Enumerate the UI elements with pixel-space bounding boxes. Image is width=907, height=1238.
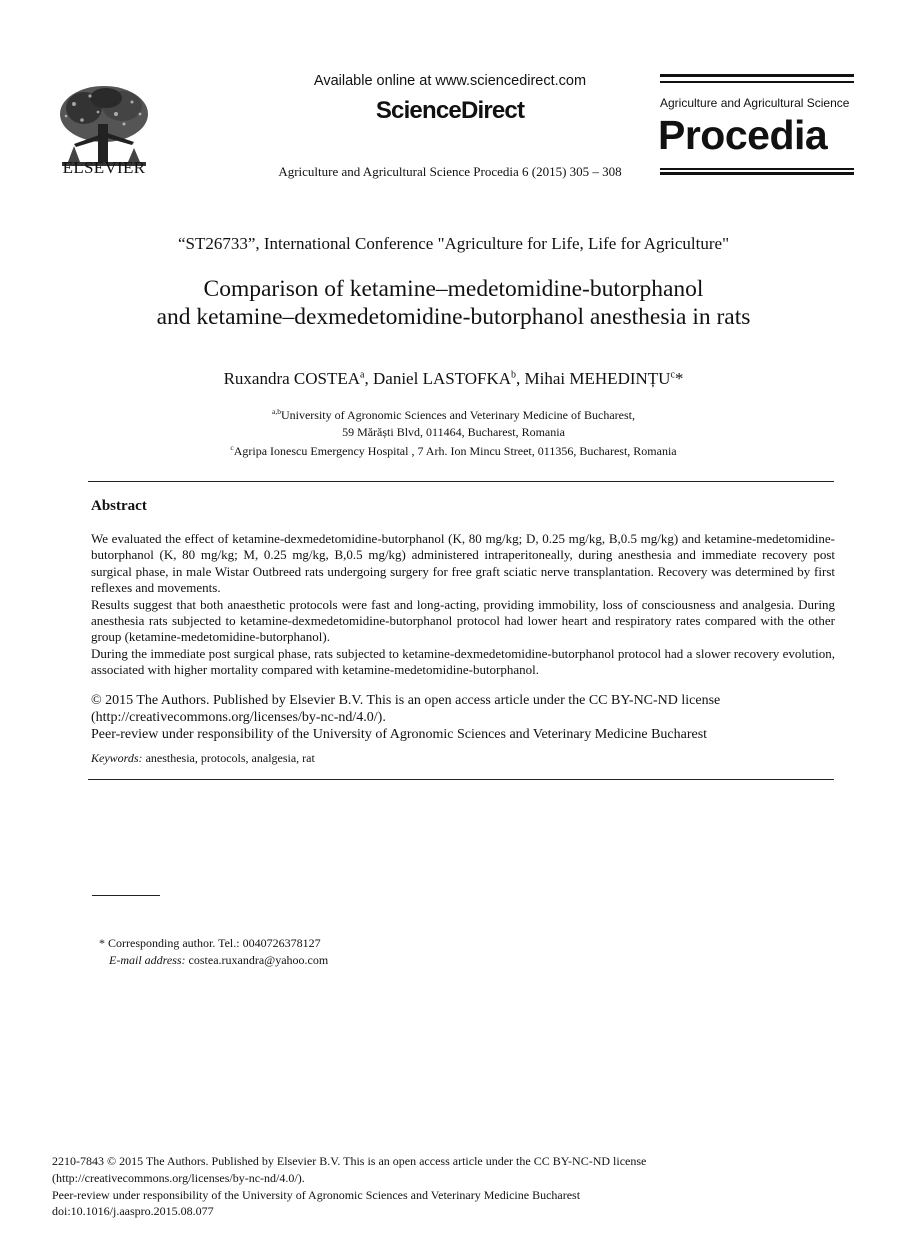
copyright-footer xyxy=(52,1153,852,1220)
procedia-title: Procedia xyxy=(658,112,828,158)
masthead-rule xyxy=(660,168,854,170)
license-text: © 2015 The Authors. Published by Elsevier B.V. This is an open access article under the CC BY-NC-ND license xyxy=(91,693,721,708)
abstract-bottom-rule xyxy=(88,779,834,780)
footnote-rule xyxy=(92,895,160,896)
author-separator: , xyxy=(364,369,373,388)
author-name: Ruxandra COSTEA xyxy=(223,369,361,388)
author-name: Mihai MEHEDINȚU xyxy=(524,369,671,388)
affil-text: 59 Mărăști Blvd, 011464, Bucharest, Romania xyxy=(342,424,565,439)
paper-title xyxy=(60,275,847,331)
publisher-name: ELSEVIER xyxy=(62,158,146,177)
author-list xyxy=(60,369,847,389)
title-line: Comparison of ketamine–medetomidine-butorphanol xyxy=(203,276,704,302)
masthead-rule xyxy=(660,172,854,175)
procedia-masthead xyxy=(660,74,854,176)
affiliation-line xyxy=(60,404,847,424)
keywords-label: Keywords: xyxy=(91,751,143,765)
author-affil-mark: b xyxy=(511,369,517,381)
affiliation-line xyxy=(60,424,847,441)
affil-mark: c xyxy=(230,443,234,452)
sciencedirect-brand: ScienceDirect xyxy=(375,97,525,124)
license-block xyxy=(91,692,835,743)
author-affil-mark: c xyxy=(670,369,675,381)
available-online-text[interactable]: Available online at www.sciencedirect.com xyxy=(313,73,587,89)
keywords xyxy=(91,751,315,766)
abstract-top-rule xyxy=(88,481,834,482)
masthead-rule xyxy=(660,74,854,77)
keywords-list: anesthesia, protocols, analgesia, rat xyxy=(145,751,315,765)
affil-text: Agripa Ionescu Emergency Hospital , 7 Arh. Ion Mincu Street, 011356, Bucharest, Romania xyxy=(233,444,677,458)
affil-mark: a,b xyxy=(272,407,281,416)
footer-peer-review: Peer-review under responsibility of the University of Agronomic Sciences and Veterinary Medicine Bucharest xyxy=(52,1187,581,1202)
abstract-body xyxy=(91,531,835,679)
abstract-paragraph: Results suggest that both anaesthetic protocols were fast and long-acting, providing immobility, loss of consciousness and analgesia. During anesthesia rats subjected to ketamine-dexmedetomidine-butorphanol protocol had lower heart and respiratory rates compared with the other group (ketamine-medetomidine-butorphanol). xyxy=(91,596,835,645)
license-link[interactable]: (http://creativecommons.org/licenses/by-nc-nd/4.0/). xyxy=(91,710,386,725)
email-address[interactable]: costea.ruxandra@yahoo.com xyxy=(188,952,329,967)
email-line xyxy=(99,952,328,969)
procedia-subtitle: Agriculture and Agricultural Science xyxy=(660,96,850,110)
title-line: and ketamine–dexmedetomidine-butorphanol anesthesia in rats xyxy=(156,304,751,330)
abstract-paragraph: We evaluated the effect of ketamine-dexmedetomidine-butorphanol (K, 80 mg/kg; D, 0.25 mg/kg, B,0.5 mg/kg) and ketamine-medetomidine-butorphanol (K, 80 mg/kg; M, 0.25 mg/kg, B,0.5 mg/kg) administered intraperitoneally, during anesthesia and immediate recovery post surgical phase, in male Wistar Outbreed rats undergoing surgery for free graft sciatic nerve transplantation. Recovery was determined by first reflexes and movements. xyxy=(91,531,835,596)
email-label: E-mail address: xyxy=(109,952,186,967)
footer-license-link[interactable]: (http://creativecommons.org/licenses/by-nc-nd/4.0/). xyxy=(52,1170,305,1185)
affiliation-line xyxy=(60,440,847,460)
affiliations xyxy=(60,404,847,460)
author-affil-mark: a xyxy=(360,369,365,381)
abstract-heading: Abstract xyxy=(91,498,147,514)
footer-doi[interactable]: doi:10.1016/j.aaspro.2015.08.077 xyxy=(52,1204,214,1219)
footer-copyright: 2210-7843 © 2015 The Authors. Published by Elsevier B.V. This is an open access article under the CC BY-NC-ND license xyxy=(52,1154,647,1168)
abstract-paragraph: During the immediate post surgical phase, rats subjected to ketamine-dexmedetomidine-butorphanol protocol had a slower recovery evolution, associated with higher mortality compared with ketamine-medetomidine-butorphanol. xyxy=(91,645,835,678)
conference-line: “ST26733”, International Conference "Agriculture for Life, Life for Agriculture" xyxy=(177,234,730,253)
footnote xyxy=(99,935,328,968)
corresponding-mark: * xyxy=(674,369,684,388)
author-separator: , xyxy=(516,369,525,388)
journal-reference: Agriculture and Agricultural Science Procedia 6 (2015) 305 – 308 xyxy=(278,164,622,179)
masthead-rule xyxy=(660,81,854,83)
corresponding-author: * Corresponding author. Tel.: 0040726378127 xyxy=(99,936,321,950)
author-name: Daniel LASTOFKA xyxy=(373,369,512,388)
peer-review-text: Peer-review under responsibility of the University of Agronomic Sciences and Veterinary Medicine Bucharest xyxy=(91,727,708,742)
affil-text: University of Agronomic Sciences and Veterinary Medicine of Bucharest, xyxy=(280,408,635,422)
